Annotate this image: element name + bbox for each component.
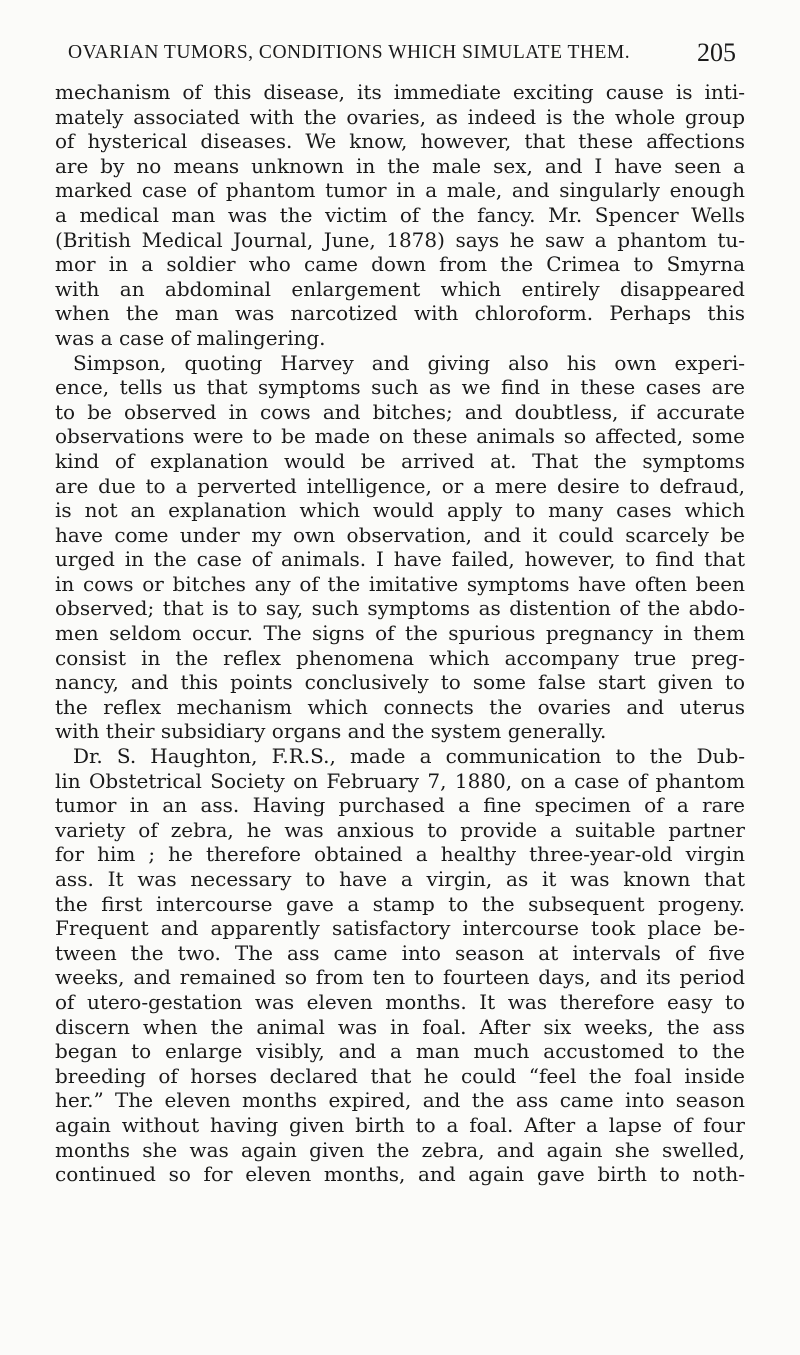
- text-line: Frequent and apparently satisfactory intercourse took place be-: [55, 916, 745, 941]
- text-line: variety of zebra, he was anxious to provide a suitable partner: [55, 817, 745, 842]
- text-line: the reflex mechanism which connects the ovaries and uterus: [55, 694, 745, 719]
- text-line: consist in the reflex phenomena which accompany true preg-: [55, 645, 745, 670]
- text-line: was a case of malingering.: [55, 325, 326, 350]
- text-line: kind of explanation would be arrived at. That the symptoms: [55, 448, 745, 473]
- text-line: observations were to be made on these animals so affected, some: [55, 424, 745, 449]
- text-line: men seldom occur. The signs of the spurious pregnancy in them: [55, 621, 745, 646]
- paragraph-start-line: Simpson, quoting Harvey and giving also his own experi-: [73, 350, 745, 375]
- text-line: tumor in an ass. Having purchased a fine specimen of a rare: [55, 793, 745, 818]
- text-line: weeks, and remained so from ten to fourteen days, and its period: [55, 965, 745, 990]
- text-line: breeding of horses declared that he could “feel the foal inside: [55, 1063, 745, 1088]
- text-line: urged in the case of animals. I have failed, however, to find that: [55, 547, 745, 572]
- text-line: nancy, and this points conclusively to some false start given to: [55, 670, 745, 695]
- text-line: mechanism of this disease, its immediate exciting cause is inti-: [55, 80, 745, 104]
- text-line: to be observed in cows and bitches; and doubtless, if accurate: [55, 399, 745, 424]
- text-line: of utero-gestation was eleven months. It was therefore easy to: [55, 989, 745, 1014]
- text-line: in cows or bitches any of the imitative symptoms have often been: [55, 571, 745, 596]
- page-number: 205: [697, 38, 736, 67]
- text-line: her.” The eleven months expired, and the ass came into season: [55, 1088, 745, 1113]
- running-title: OVARIAN TUMORS, CONDITIONS WHICH SIMULATE THEM.: [68, 42, 631, 63]
- text-line: continued so for eleven months, and again gave birth to noth-: [55, 1162, 745, 1187]
- text-line: of hysterical diseases. We know, however, that these affections: [55, 129, 745, 154]
- text-line: have come under my own observation, and it could scarcely be: [55, 522, 745, 547]
- text-line: for him ; he therefore obtained a healthy three-year-old virgin: [55, 842, 745, 867]
- text-line: is not an explanation which would apply to many cases which: [55, 498, 745, 523]
- text-line: ass. It was necessary to have a virgin, as it was known that: [55, 867, 745, 891]
- body-text: [55, 80, 745, 1187]
- text-line: began to enlarge visibly, and a man much accustomed to the: [55, 1039, 745, 1064]
- text-line: discern when the animal was in foal. After six weeks, the ass: [55, 1014, 745, 1039]
- text-line: mately associated with the ovaries, as indeed is the whole group: [55, 104, 745, 129]
- text-line: are due to a perverted intelligence, or a mere desire to defraud,: [55, 473, 745, 498]
- paragraph-start-line: Dr. S. Haughton, F.R.S., made a communication to the Dub-: [73, 744, 745, 769]
- text-line: a medical man was the victim of the fancy. Mr. Spencer Wells: [55, 202, 745, 227]
- text-line: mor in a soldier who came down from the Crimea to Smyrna: [55, 252, 745, 277]
- text-line: with an abdominal enlargement which entirely disappeared: [55, 276, 745, 301]
- running-head: [68, 38, 736, 72]
- text-line: the first intercourse gave a stamp to the subsequent progeny.: [55, 891, 745, 916]
- text-line: observed; that is to say, such symptoms as distention of the abdo-: [55, 596, 745, 621]
- text-line: again without having given birth to a foal. After a lapse of four: [55, 1112, 745, 1137]
- text-line: ence, tells us that symptoms such as we find in these cases are: [55, 375, 745, 400]
- text-line: (British Medical Journal, June, 1878) says he saw a phantom tu-: [55, 227, 745, 252]
- text-line: months she was again given the zebra, and again she swelled,: [55, 1137, 745, 1162]
- text-line: lin Obstetrical Society on February 7, 1880, on a case of phantom: [55, 768, 745, 793]
- text-line: marked case of phantom tumor in a male, and singularly enough: [55, 178, 745, 203]
- text-line: when the man was narcotized with chloroform. Perhaps this: [55, 301, 745, 326]
- text-line: tween the two. The ass came into season at intervals of five: [55, 940, 745, 965]
- text-line: with their subsidiary organs and the system generally.: [55, 719, 607, 744]
- text-line: are by no means unknown in the male sex, and I have seen a: [55, 153, 745, 178]
